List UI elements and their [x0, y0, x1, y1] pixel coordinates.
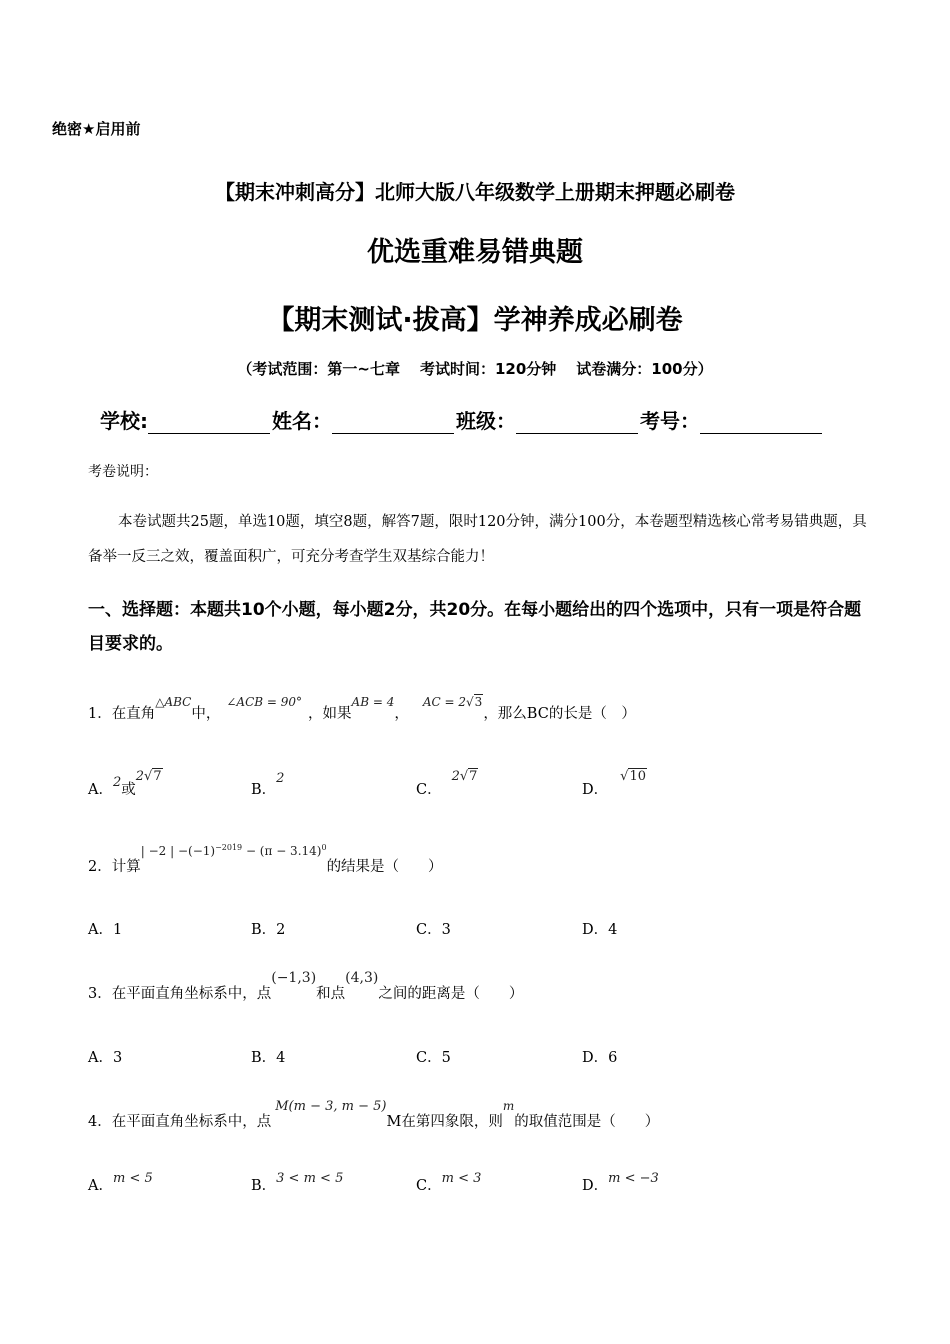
question-3 — [88, 970, 524, 1003]
exam-title: 【期末冲刺高分】北师大版八年级数学上册期末押题必刷卷 — [215, 180, 735, 204]
q4-option-d[interactable] — [582, 1171, 659, 1195]
q3-text: 3．在平面直角坐标系中，点 — [88, 986, 272, 1002]
notes-heading: 考卷说明： — [88, 464, 158, 480]
q2-text: 2．计算 — [88, 859, 141, 875]
number-label: 考号： — [640, 409, 700, 433]
q4-text-3: 的取值范围是（ ） — [514, 1114, 660, 1130]
q2-math-2: − (π − 3.14) — [242, 844, 322, 858]
q2-option-d[interactable]: D．4 — [582, 922, 618, 938]
q1-option-b-math: 2 — [276, 771, 285, 786]
q1-text-3: ，如果 — [308, 706, 352, 722]
q4-math-point: M(m − 3, m − 5) — [275, 1099, 387, 1114]
class-label: 班级： — [456, 409, 516, 433]
q2-math-1: | −2 | −(−1) — [140, 844, 216, 858]
q4-option-b-math: 3 < m < 5 — [276, 1171, 344, 1186]
school-blank[interactable] — [148, 411, 270, 434]
q1-math-ac: AC = 2√ — [422, 695, 474, 709]
q1-option-a-text: 或 — [121, 782, 136, 798]
q3-option-b[interactable]: B．4 — [251, 1050, 286, 1066]
confidential-label: 绝密★启用前 — [52, 120, 141, 138]
question-4 — [88, 1099, 660, 1131]
question-1 — [88, 695, 636, 723]
q1-option-c[interactable] — [416, 769, 478, 799]
q1-option-d-math: √ — [620, 769, 629, 784]
q2-math-exp-2: 0 — [321, 843, 327, 852]
notes-paragraph: 本卷试题共25题，单选10题，填空8题，解答7题，限时120分钟，满分100分，本卷题型精选核心常考易错典题，具备举一反三之效，覆盖面积广，可充分考查学生双基综合能力！ — [88, 514, 867, 565]
q4-option-b-label: B． — [251, 1178, 277, 1194]
q4-option-a[interactable] — [88, 1171, 153, 1195]
q3-option-a[interactable]: A．3 — [88, 1050, 123, 1066]
exam-time: 考试时间：120分钟 — [419, 360, 557, 378]
q1-math-angle: ∠ACB = 90° — [226, 695, 303, 709]
q2-math-exp-1: −2019 — [215, 843, 243, 852]
q1-option-c-math: 2√ — [451, 769, 469, 784]
q1-option-b[interactable] — [251, 771, 285, 799]
number-blank[interactable] — [700, 411, 822, 434]
q1-option-c-label: C． — [416, 782, 442, 798]
q1-math-ac-radicand: 3 — [474, 695, 483, 709]
q2-option-b[interactable]: B．2 — [251, 922, 286, 938]
q1-option-d-label: D． — [582, 782, 609, 798]
exam-scope: （考试范围：第一~七章 — [237, 360, 400, 378]
q1-option-a-math-2: 2√ — [135, 769, 153, 784]
q3-option-d[interactable]: D．6 — [582, 1050, 618, 1066]
q1-text-5: ，那么BC的长是（ ） — [483, 706, 636, 722]
q4-text-2: M在第四象限，则 — [386, 1114, 503, 1130]
q4-option-a-label: A． — [88, 1178, 113, 1194]
school-label: 学校: — [100, 409, 148, 433]
q3-text-2: 和点 — [316, 986, 346, 1002]
q2-option-c[interactable]: C．3 — [416, 922, 451, 938]
q4-option-c-math: m < 3 — [441, 1171, 482, 1186]
exam-score: 试卷满分：100分） — [576, 360, 713, 378]
q1-text: 1．在直角 — [88, 706, 156, 722]
q1-text-2: 中， — [191, 706, 221, 722]
q1-option-a[interactable] — [88, 769, 163, 799]
q3-option-c[interactable]: C．5 — [416, 1050, 451, 1066]
q1-option-a-radicand: 7 — [153, 769, 162, 784]
q1-text-4: ， — [394, 706, 409, 722]
q1-option-d-radicand: 10 — [629, 769, 646, 784]
class-blank[interactable] — [516, 411, 638, 434]
q4-option-c-label: C． — [416, 1178, 442, 1194]
q4-option-d-label: D． — [582, 1178, 609, 1194]
exam-scope-line — [0, 358, 950, 379]
q1-math-ab: AB = 4 — [351, 695, 395, 709]
q4-option-b[interactable] — [251, 1171, 344, 1195]
student-info-line — [100, 405, 824, 434]
q2-option-a[interactable]: A．1 — [88, 922, 123, 938]
q1-math-triangle: △ABC — [155, 695, 192, 709]
exam-subtitle: 优选重难易错典题 — [367, 237, 583, 268]
q2-text-2: 的结果是（ ） — [326, 859, 443, 875]
q1-option-a-math-1: 2 — [112, 775, 122, 790]
q4-option-a-math: m < 5 — [112, 1171, 153, 1186]
exam-heading: 【期末测试·拔高】学神养成必刷卷 — [267, 305, 683, 336]
name-label: 姓名： — [272, 409, 332, 433]
q3-math-point-1: (−1,3) — [271, 970, 317, 986]
section-title: 一、选择题：本题共10个小题，每小题2分，共20分。在每小题给出的四个选项中，只有一项是符合题目要求的。 — [88, 600, 862, 654]
q3-math-point-2: (4,3) — [345, 970, 379, 986]
q3-text-3: 之间的距离是（ ） — [378, 986, 524, 1002]
q1-option-a-label: A． — [88, 782, 113, 798]
q1-option-d[interactable] — [582, 769, 647, 799]
q4-text: 4．在平面直角坐标系中，点 — [88, 1114, 272, 1130]
q4-option-c[interactable] — [416, 1171, 482, 1195]
q4-math-m: m — [502, 1099, 515, 1113]
q4-option-d-math: m < −3 — [608, 1171, 659, 1186]
q1-option-b-label: B． — [251, 782, 277, 798]
q1-option-c-radicand: 7 — [469, 769, 478, 784]
name-blank[interactable] — [332, 411, 454, 434]
